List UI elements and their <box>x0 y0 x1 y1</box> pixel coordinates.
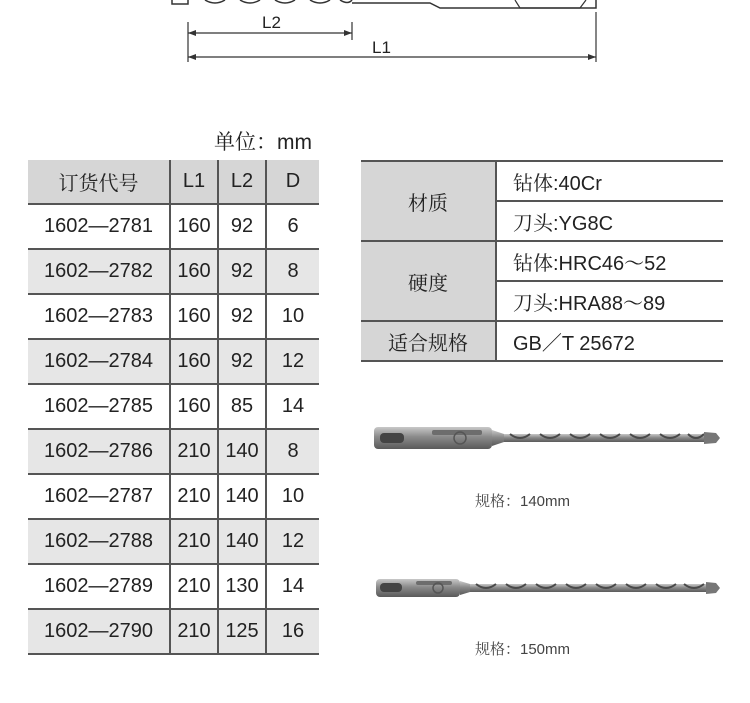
order-code-cell: 1602—2782 <box>28 249 170 294</box>
unit-label: 单位：mm <box>214 131 312 154</box>
d-cell: 16 <box>266 609 319 654</box>
drill-bit-image <box>370 418 725 458</box>
order-code-cell: 1602—2787 <box>28 474 170 519</box>
l1-cell: 160 <box>170 384 218 429</box>
l1-cell: 160 <box>170 339 218 384</box>
d-cell: 8 <box>266 249 319 294</box>
material-table <box>361 160 723 362</box>
table-row <box>28 474 319 519</box>
table-row <box>28 429 319 474</box>
header-l1: L1 <box>170 160 218 204</box>
hardness-head-value: 刀头:HRA88～89 <box>496 281 723 321</box>
header-l2: L2 <box>218 160 266 204</box>
table-row <box>28 294 319 339</box>
order-code-cell: 1602—2783 <box>28 294 170 339</box>
table-row <box>28 249 319 294</box>
l1-cell: 210 <box>170 564 218 609</box>
table-row <box>28 609 319 654</box>
l1-cell: 160 <box>170 294 218 339</box>
l2-cell: 140 <box>218 474 266 519</box>
material-row <box>361 161 723 201</box>
d-cell: 6 <box>266 204 319 249</box>
table-row <box>28 564 319 609</box>
l1-cell: 160 <box>170 249 218 294</box>
hardness-body-value: 钻体:HRC46～52 <box>496 241 723 281</box>
l2-cell: 85 <box>218 384 266 429</box>
d-cell: 12 <box>266 519 319 564</box>
standard-value: GB／T 25672 <box>496 321 723 361</box>
standard-label: 适合规格 <box>361 321 496 361</box>
standard-row <box>361 321 723 361</box>
l2-cell: 92 <box>218 204 266 249</box>
order-code-cell: 1602—2789 <box>28 564 170 609</box>
drill-caption: 规格：150mm <box>475 641 571 658</box>
spec-table-header-row <box>28 160 319 204</box>
l2-dimension-label: L2 <box>262 13 281 32</box>
order-code-cell: 1602—2781 <box>28 204 170 249</box>
header-order-code: 订货代号 <box>28 160 170 204</box>
order-code-cell: 1602—2788 <box>28 519 170 564</box>
d-cell: 14 <box>266 384 319 429</box>
d-cell: 12 <box>266 339 319 384</box>
d-cell: 10 <box>266 474 319 519</box>
l2-cell: 140 <box>218 519 266 564</box>
l2-cell: 140 <box>218 429 266 474</box>
table-row <box>28 519 319 564</box>
drill-bit-image <box>370 568 725 608</box>
l1-dimension-label: L1 <box>372 38 391 57</box>
l1-cell: 210 <box>170 609 218 654</box>
l2-cell: 92 <box>218 339 266 384</box>
d-cell: 8 <box>266 429 319 474</box>
order-code-cell: 1602—2785 <box>28 384 170 429</box>
header-d: D <box>266 160 319 204</box>
l1-cell: 210 <box>170 519 218 564</box>
material-head-value: 刀头:YG8C <box>496 201 723 241</box>
l2-cell: 92 <box>218 249 266 294</box>
material-body-value: 钻体:40Cr <box>496 161 723 201</box>
drill-caption: 规格：140mm <box>475 493 571 510</box>
d-cell: 10 <box>266 294 319 339</box>
l1-cell: 160 <box>170 204 218 249</box>
order-code-cell: 1602—2784 <box>28 339 170 384</box>
l2-cell: 125 <box>218 609 266 654</box>
order-code-cell: 1602—2790 <box>28 609 170 654</box>
material-label: 材质 <box>361 161 496 241</box>
l2-cell: 92 <box>218 294 266 339</box>
l2-cell: 130 <box>218 564 266 609</box>
dimension-diagram <box>0 0 750 70</box>
hardness-label: 硬度 <box>361 241 496 321</box>
order-code-cell: 1602—2786 <box>28 429 170 474</box>
l1-cell: 210 <box>170 429 218 474</box>
table-row <box>28 384 319 429</box>
l1-cell: 210 <box>170 474 218 519</box>
table-row <box>28 204 319 249</box>
table-row <box>28 339 319 384</box>
hardness-row <box>361 241 723 281</box>
d-cell: 14 <box>266 564 319 609</box>
drill-fragment <box>172 0 596 8</box>
spec-table <box>28 160 319 655</box>
